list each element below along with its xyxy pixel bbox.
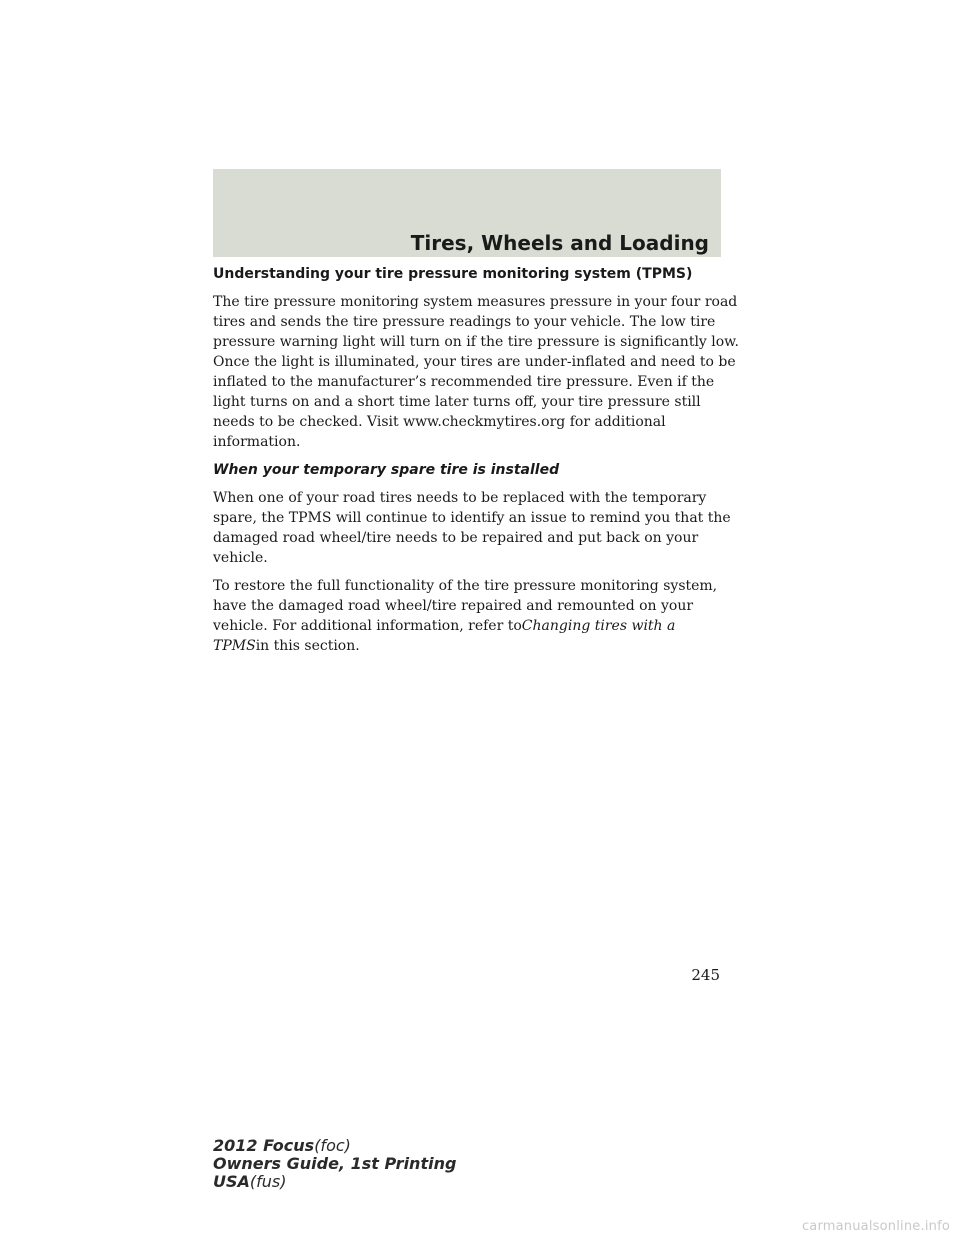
print-footer <box>213 1137 456 1191</box>
text-line <box>213 636 725 656</box>
text-line: information. <box>213 434 301 450</box>
cross-reference: TPMS <box>213 638 256 654</box>
page-content <box>213 264 739 664</box>
cross-reference: Changing tires with a <box>521 618 676 634</box>
footer-model-code: (foc) <box>314 1136 351 1155</box>
text-fragment: vehicle. For additional information, refer to <box>213 618 522 634</box>
paragraph-tpms-intro <box>213 292 739 452</box>
text-line: When one of your road tires needs to be replaced with the temporary <box>213 490 707 506</box>
footer-line: Owners Guide, 1st Printing <box>213 1154 457 1173</box>
text-line: The tire pressure monitoring system measures pressure in your four road <box>213 294 738 310</box>
text-fragment: in this section. <box>255 638 360 654</box>
text-line: inflated to the manufacturer’s recommended tire pressure. Even if the <box>213 374 715 390</box>
footer-market-code: (fus) <box>249 1172 287 1191</box>
footer-market: USA <box>213 1172 250 1191</box>
text-line: pressure warning light will turn on if the tire pressure is significantly low. <box>213 334 739 350</box>
paragraph-spare-tire <box>213 488 731 568</box>
text-line: damaged road wheel/tire needs to be repaired and put back on your <box>213 530 699 546</box>
watermark: carmanualsonline.info <box>801 1219 950 1234</box>
text-line: vehicle. <box>213 550 268 566</box>
text-line <box>213 616 725 636</box>
text-line: To restore the full functionality of the tire pressure monitoring system, <box>213 578 718 594</box>
text-line: have the damaged road wheel/tire repaired and remounted on your <box>213 598 694 614</box>
text-line: light turns on and a short time later turns off, your tire pressure still <box>213 394 701 410</box>
section-title: Tires, Wheels and Loading <box>410 231 709 255</box>
page-number: 245 <box>691 966 720 984</box>
section-header-band <box>213 169 721 257</box>
footer-line <box>213 1173 456 1191</box>
text-line: Once the light is illuminated, your tires are under-inflated and need to be <box>213 354 736 370</box>
footer-line <box>213 1137 456 1155</box>
footer-model: 2012 Focus <box>213 1136 315 1155</box>
heading-spare-tire: When your temporary spare tire is installed <box>213 462 560 478</box>
text-line: spare, the TPMS will continue to identify an issue to remind you that the <box>213 510 731 526</box>
heading-tpms: Understanding your tire pressure monitoring system (TPMS) <box>213 266 693 282</box>
text-line: tires and sends the tire pressure readings to your vehicle. The low tire <box>213 314 716 330</box>
text-line: needs to be checked. Visit www.checkmytires.org for additional <box>213 414 666 430</box>
paragraph-restore-function <box>213 576 725 656</box>
